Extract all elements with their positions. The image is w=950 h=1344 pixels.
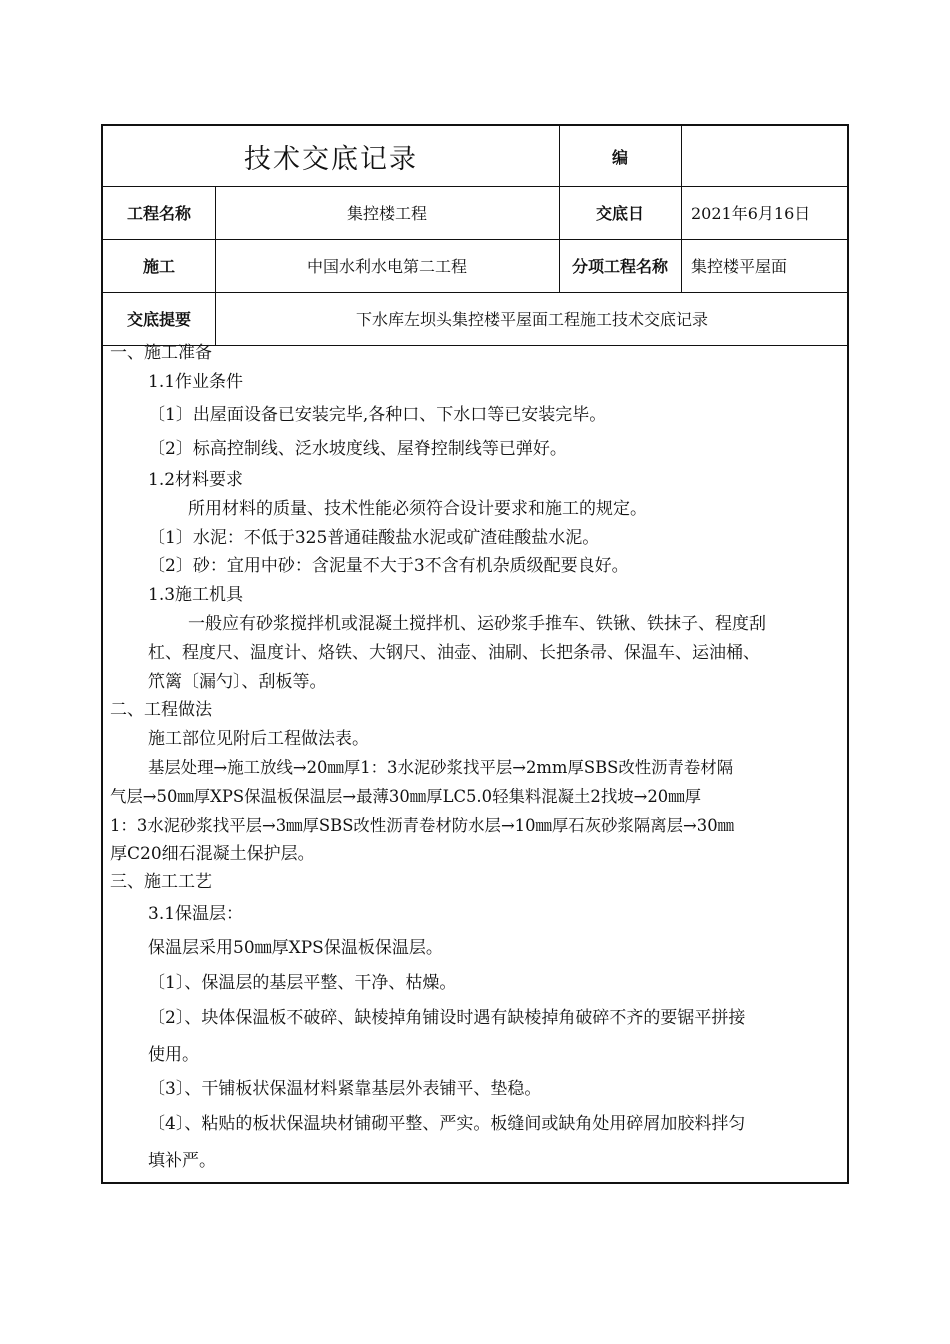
project-name-label: 工程名称 (126, 204, 191, 223)
subsection-heading: 3.1保温层： (148, 904, 244, 924)
body-text: 基层处理→施工放线→20㎜厚1：3水泥砂浆找平层→2mm厚SBS改性沥青卷材隔 (148, 758, 734, 777)
section-heading: 一、施工准备 (110, 343, 212, 363)
body-text: 〔2〕砂：宜用中砂：含泥量不大于3不含有机杂质级配要良好。 (148, 556, 629, 576)
section-heading: 二、工程做法 (110, 700, 212, 720)
body-text: 一般应有砂浆搅拌机或混凝土搅拌机、运砂浆手推车、铁锹、铁抹子、程度刮 (188, 614, 766, 634)
subsection-heading: 1.1作业条件 (148, 372, 244, 392)
body-text: 所用材料的质量、技术性能必须符合设计要求和施工的规定。 (188, 499, 647, 519)
date-value: 2021年6月16日 (691, 204, 811, 223)
body-text: 〔2〕、块体保温板不破碎、缺棱掉角铺设时遇有缺棱掉角破碎不齐的要锯平拼接 (148, 1008, 746, 1028)
document-title: 技术交底记录 (244, 143, 418, 175)
code-value (681, 126, 849, 186)
body-text: 使用。 (148, 1045, 199, 1065)
body-text: 〔2〕标高控制线、泛水坡度线、屋脊控制线等已弹好。 (148, 439, 567, 459)
body-text: 气层→50㎜厚XPS保温板保温层→最薄30㎜厚LC5.0轻集料混凝土2找坡→20㎜厚 (110, 787, 701, 806)
subsection-heading: 1.2材料要求 (148, 470, 244, 490)
body-text: 杠、程度尺、温度计、烙铁、大钢尺、油壶、油刷、长把条帚、保温车、运油桶、 (148, 643, 760, 663)
summary-label: 交底提要 (126, 310, 191, 329)
body-text: 〔1〕出屋面设备已安装完毕,各种口、下水口等已安装完毕。 (148, 405, 607, 425)
summary-value: 下水库左坝头集控楼平屋面工程施工技术交底记录 (355, 310, 708, 329)
body-text: 笊篱〔漏勺〕、刮板等。 (148, 672, 327, 692)
body-text: 〔1〕、保温层的基层平整、干净、枯燥。 (148, 973, 457, 993)
body-text: 施工部位见附后工程做法表。 (148, 729, 369, 749)
section-heading: 三、施工工艺 (110, 872, 212, 892)
date-label: 交底日 (595, 204, 644, 223)
body-text: 填补严。 (148, 1151, 216, 1171)
code-label: 编 (611, 147, 628, 167)
body-text: 〔1〕水泥：不低于325普通硅酸盐水泥或矿渣硅酸盐水泥。 (148, 528, 600, 548)
body-text: 〔4〕、粘贴的板状保温块材铺砌平整、严实。板缝间或缺角处用碎屑加胶料拌匀 (148, 1114, 746, 1134)
body-text: 〔3〕、干铺板状保温材料紧靠基层外表铺平、垫稳。 (148, 1079, 542, 1099)
construction-unit-value: 中国水利水电第二工程 (306, 257, 467, 276)
body-text: 保温层采用50㎜厚XPS保温板保温层。 (148, 938, 443, 958)
project-name-value: 集控楼工程 (346, 204, 427, 223)
construction-label: 施工 (142, 257, 175, 276)
body-text: 1：3水泥砂浆找平层→3㎜厚SBS改性沥青卷材防水层→10㎜厚石灰砂浆隔离层→30㎜ (110, 816, 735, 835)
row-divider (103, 345, 847, 346)
sub-project-label: 分项工程名称 (571, 257, 668, 276)
body-text: 厚C20细石混凝土保护层。 (110, 844, 315, 864)
sub-project-value: 集控楼平屋面 (691, 257, 788, 276)
subsection-heading: 1.3施工机具 (148, 585, 244, 605)
